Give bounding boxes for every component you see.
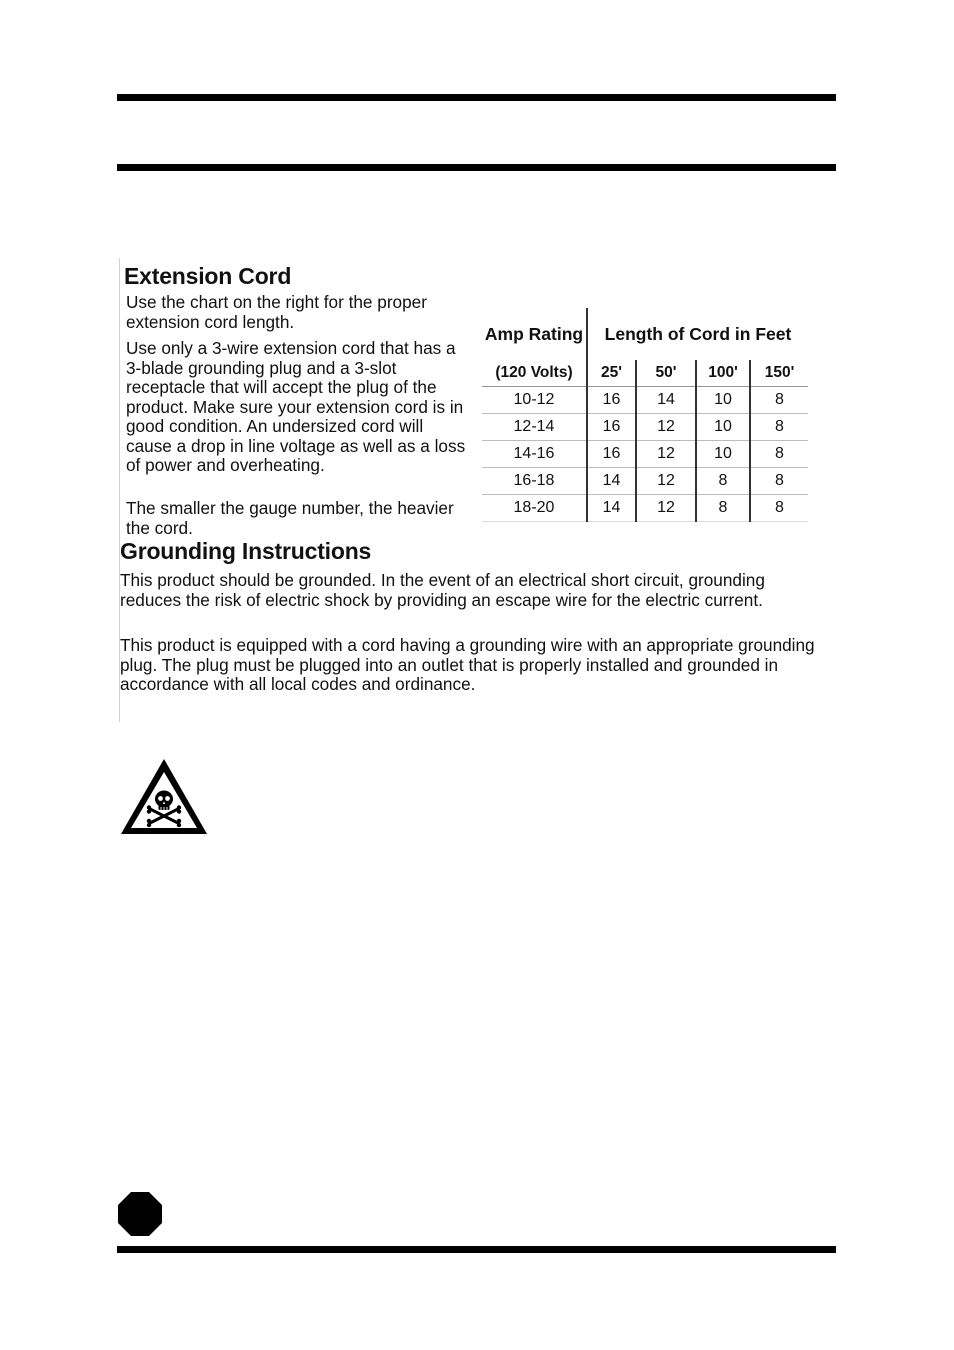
table-row xyxy=(482,387,808,414)
amp-cell: 10-12 xyxy=(482,387,587,414)
header-rule-top xyxy=(117,94,836,101)
header-length-150: 150' xyxy=(750,360,808,387)
grounding-paragraph-1: This product should be grounded. In the event of an electrical short circuit, grounding reduces the risk of electric shock by providing an escape wire for the electric current. xyxy=(120,570,765,610)
gauge-cell: 14 xyxy=(587,495,636,522)
gauge-cell: 10 xyxy=(696,387,750,414)
gauge-cell: 16 xyxy=(587,414,636,441)
header-length-25: 25' xyxy=(587,360,636,387)
header-cord-length: Length of Cord in Feet xyxy=(587,308,808,360)
table-row xyxy=(482,495,808,522)
gauge-cell: 16 xyxy=(587,387,636,414)
amp-cell: 16-18 xyxy=(482,468,587,495)
gauge-cell: 8 xyxy=(750,468,808,495)
gauge-cell: 8 xyxy=(696,495,750,522)
header-length-50: 50' xyxy=(636,360,696,387)
gauge-cell: 12 xyxy=(636,414,696,441)
grounding-heading: Grounding Instructions xyxy=(120,538,372,564)
poison-warning-icon xyxy=(119,757,209,836)
gauge-cell: 16 xyxy=(587,441,636,468)
amp-cell: 18-20 xyxy=(482,495,587,522)
table-row xyxy=(482,441,808,468)
gauge-cell: 8 xyxy=(750,441,808,468)
amp-cell: 12-14 xyxy=(482,414,587,441)
gauge-cell: 10 xyxy=(696,414,750,441)
gauge-cell: 12 xyxy=(636,468,696,495)
footer-rule xyxy=(117,1246,836,1253)
table-subheader-row xyxy=(482,360,808,387)
stop-octagon-icon xyxy=(117,1191,163,1237)
gauge-cell: 8 xyxy=(750,414,808,441)
gauge-note: The smaller the gauge number, the heavier the cord. xyxy=(126,498,454,538)
gauge-cell: 10 xyxy=(696,441,750,468)
table-header-row xyxy=(482,308,808,360)
extension-cord-intro: Use the chart on the right for the proper extension cord length. xyxy=(126,292,427,332)
gauge-cell: 12 xyxy=(636,441,696,468)
header-amp-rating: Amp Rating xyxy=(484,323,584,344)
header-rule-bottom xyxy=(117,164,836,171)
gauge-cell: 14 xyxy=(587,468,636,495)
gauge-cell: 8 xyxy=(750,495,808,522)
extension-cord-instructions: Use only a 3-wire extension cord that has a 3-blade grounding plug and a 3-slot receptacle that will accept the plug of the product. Make sure your extension cord is in good condition. An undersized cord will cause a drop in line voltage as well as a loss of power and overheating. xyxy=(126,338,466,475)
extension-cord-table xyxy=(482,308,808,522)
extension-cord-heading: Extension Cord xyxy=(124,263,292,289)
table-row xyxy=(482,468,808,495)
gauge-cell: 8 xyxy=(750,387,808,414)
grounding-paragraph-2: This product is equipped with a cord having a grounding wire with an appropriate grounding plug. The plug must be plugged into an outlet that is properly installed and grounded in accordance with all local codes and ordinance. xyxy=(120,635,815,694)
gauge-cell: 14 xyxy=(636,387,696,414)
header-length-100: 100' xyxy=(696,360,750,387)
amp-cell: 14-16 xyxy=(482,441,587,468)
gauge-cell: 8 xyxy=(696,468,750,495)
table-row xyxy=(482,414,808,441)
header-volts: (120 Volts) xyxy=(482,360,587,387)
gauge-cell: 12 xyxy=(636,495,696,522)
